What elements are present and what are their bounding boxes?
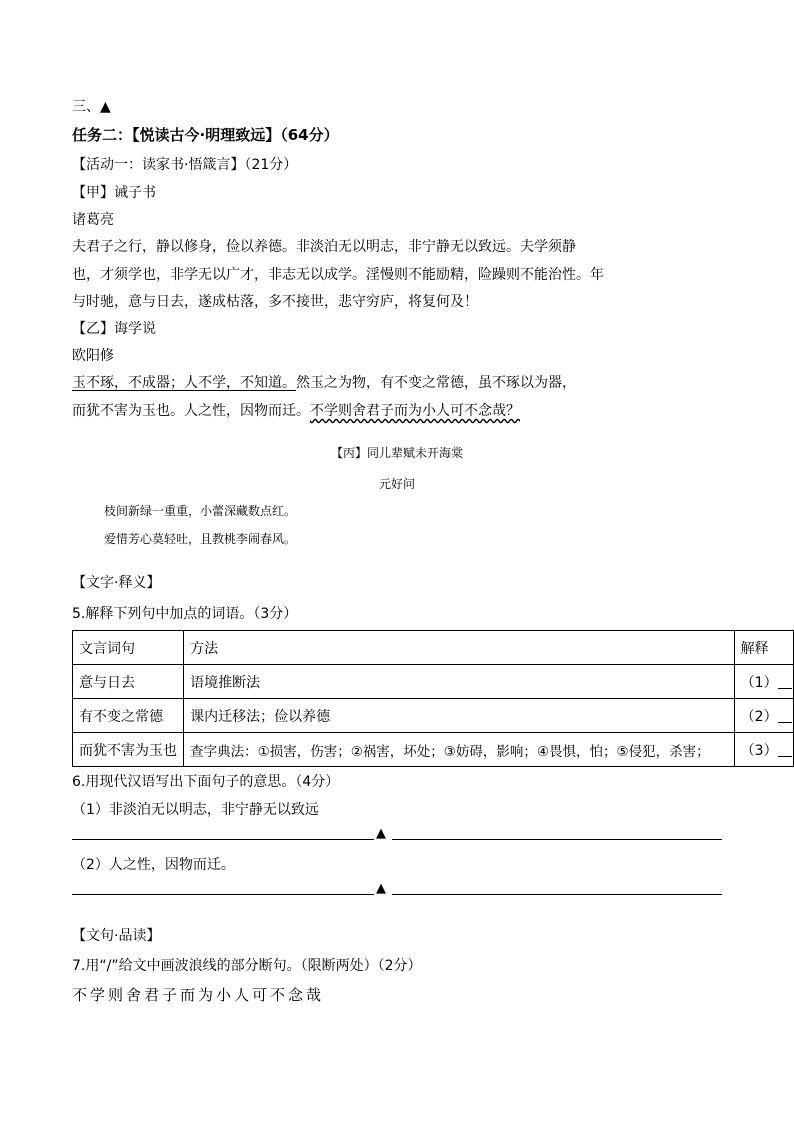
table-row: [73, 665, 794, 699]
answer-line[interactable]: [72, 839, 374, 840]
passage-c-heading: 【丙】同儿辈赋未开海棠: [330, 446, 463, 460]
q5-prompt: 5.解释下列句中加点的词语。（3分）: [72, 606, 298, 622]
answer-line[interactable]: [392, 839, 722, 840]
passage-b-line1: [72, 372, 576, 392]
task-title: 任务二：【悦读古今·明理致远】（64分）: [72, 126, 339, 144]
passage-b-line2: [72, 400, 520, 420]
section-heading: 【文字·释义】: [72, 575, 161, 591]
column-header: 解释: [734, 631, 793, 665]
q6-item: （1）非淡泊无以明志，非宁静无以致远: [72, 802, 319, 818]
q5-table: [72, 630, 794, 767]
answer-number: （3）: [740, 742, 778, 759]
wavy-underlined-sentence: 不学则舍君子而为小人可不念哉？: [310, 403, 520, 419]
method-cell: 课内迁移法；俭以养德: [184, 699, 735, 733]
answer-mark: ▲: [376, 826, 386, 841]
passage-b-text: 然玉之为物，有不变之常德，虽不琢以为器，: [296, 375, 576, 391]
passage-a-line: 夫君子之行，静以修身，俭以养德。非淡泊无以明志，非宁静无以致远。夫学须静: [72, 239, 576, 255]
poem-line: 枝间新绿一重重，小蕾深藏数点红。: [104, 504, 297, 518]
answer-number: （2）: [740, 708, 778, 725]
passage-c-author: 元好问: [378, 477, 415, 491]
passage-a-heading: 【甲】诫子书: [72, 185, 156, 201]
answer-cell[interactable]: [734, 733, 793, 767]
answer-line[interactable]: [392, 894, 722, 895]
passage-b-author: 欧阳修: [72, 348, 114, 364]
answer-cell[interactable]: [734, 665, 793, 699]
q7-prompt: 7.用“/”给文中画波浪线的部分断句。（限断两处）（2分）: [72, 958, 422, 974]
method-cell: 语境推断法: [184, 665, 735, 699]
method-cell: 查字典法：①损害，伤害；②祸害，坏处；③妨碍，影响；④畏惧，怕；⑤侵犯，杀害；: [184, 733, 735, 767]
phrase-cell: 意与日去: [73, 665, 184, 699]
column-header: 文言词句: [73, 631, 184, 665]
table-header-row: [73, 631, 794, 665]
q7-sentence: 不学则舍君子而为小人可不念哉: [72, 986, 325, 1004]
activity-heading: 【活动一：读家书·悟箴言】（21分）: [72, 157, 298, 173]
answer-number: （1）: [740, 674, 778, 691]
passage-a-line: 也，才须学也，非学无以广才，非志无以成学。淫慢则不能励精，险躁则不能治性。年: [72, 267, 604, 283]
passage-a-line: 与时驰，意与日去，遂成枯落，多不接世，悲守穷庐，将复何及！: [72, 294, 478, 310]
passage-b-heading: 【乙】诲学说: [72, 321, 156, 337]
answer-cell[interactable]: [734, 699, 793, 733]
section-heading: 【文句·品读】: [72, 928, 161, 944]
q6-prompt: 6.用现代汉语写出下面句子的意思。（4分）: [72, 774, 340, 790]
passage-b-text: 而犹不害为玉也。人之性，因物而迁。: [72, 403, 310, 419]
answer-line[interactable]: [72, 894, 374, 895]
answer-mark: ▲: [100, 99, 111, 115]
phrase-cell: 而犹不害为玉也: [73, 733, 184, 767]
passage-a-author: 诸葛亮: [72, 212, 114, 228]
section-header: [72, 96, 111, 116]
q6-item: （2）人之性，因物而迁。: [72, 857, 235, 873]
column-header: 方法: [184, 631, 735, 665]
answer-mark: ▲: [376, 881, 386, 896]
section-label: 三、: [72, 99, 100, 115]
table-row: [73, 733, 794, 767]
phrase-cell: 有不变之常德: [73, 699, 184, 733]
table-row: [73, 699, 794, 733]
underlined-sentence: 玉不琢，不成器；人不学，不知道。: [72, 375, 296, 391]
poem-line: 爱惜芳心莫轻吐，且教桃李闹春风。: [104, 532, 297, 546]
